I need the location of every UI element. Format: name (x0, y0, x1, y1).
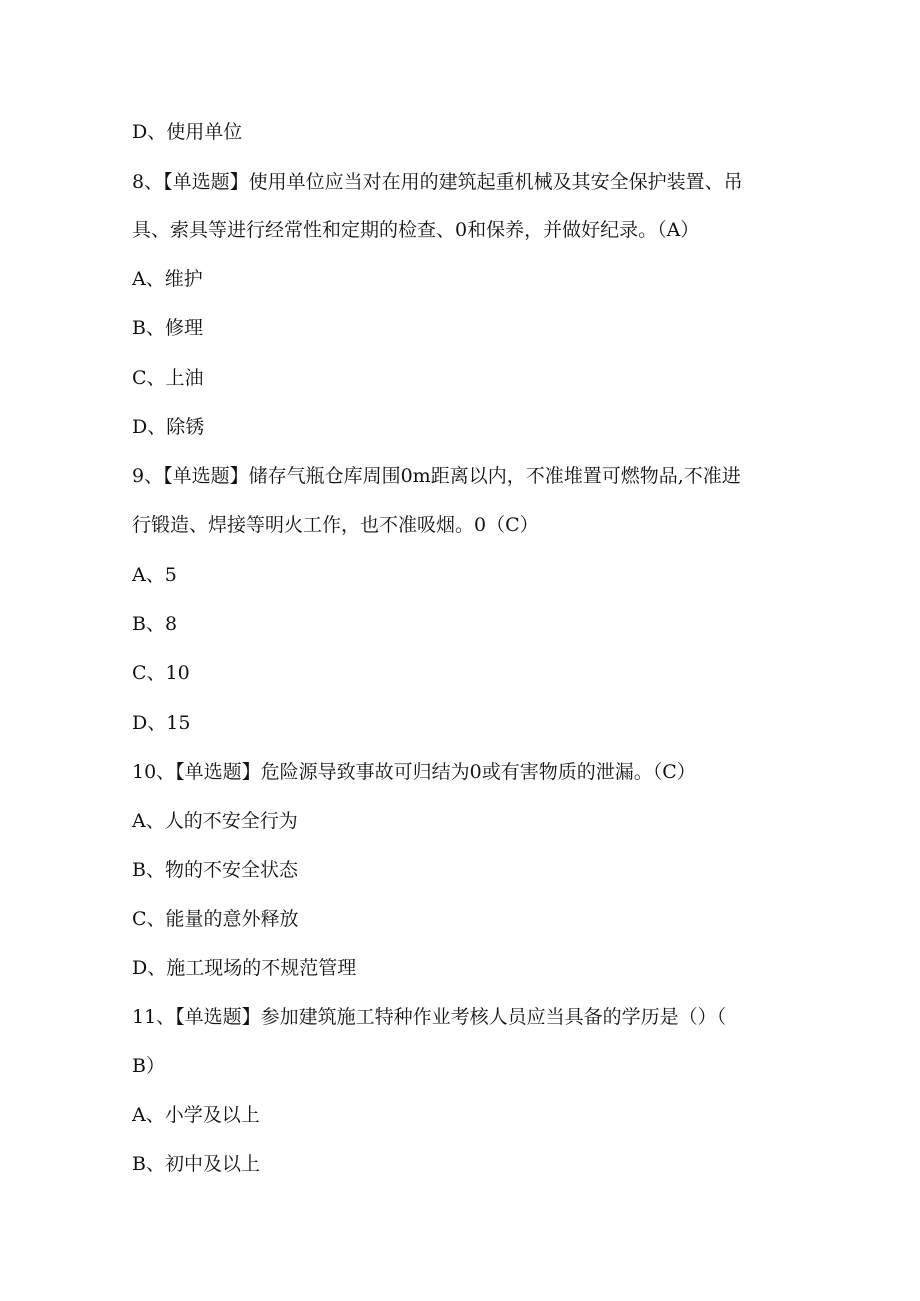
q10-question: 10、【单选题】危险源导致事故可归结为0或有害物质的泄漏。（C） (132, 761, 696, 783)
q8-option-a: A、维护 (132, 268, 203, 290)
q8-option-b: B、修理 (132, 317, 203, 339)
q8-question-line-2: 具、索具等进行经常性和定期的检查、0和保养，并做好纪录。（A） (132, 219, 700, 241)
q11-question-line-1: 11、【单选题】参加建筑施工特种作业考核人员应当具备的学历是（）（ (132, 1006, 727, 1028)
q9-option-d: D、15 (132, 712, 191, 734)
q11-option-a: A、小学及以上 (132, 1104, 260, 1126)
q8-option-d: D、除锈 (132, 416, 205, 438)
q10-option-a: A、人的不安全行为 (132, 810, 298, 832)
q9-option-b: B、8 (132, 613, 178, 635)
q9-question-line-2: 行锻造、焊接等明火工作，也不准吸烟。0（C） (132, 514, 539, 536)
q10-option-d: D、施工现场的不规范管理 (132, 957, 357, 979)
q8-option-c: C、上油 (132, 367, 204, 389)
q8-question-line-1: 8、【单选题】使用单位应当对在用的建筑起重机械及其安全保护装置、吊 (132, 171, 743, 193)
q11-question-line-2: B） (132, 1055, 165, 1077)
q9-option-a: A、5 (132, 564, 177, 586)
q10-option-b: B、物的不安全状态 (132, 859, 298, 881)
q9-question-line-1: 9、【单选题】储存气瓶仓库周围0m距离以内，不准堆置可燃物品,不准进 (132, 465, 741, 487)
q11-option-b: B、初中及以上 (132, 1153, 260, 1175)
q9-option-c: C、10 (132, 662, 190, 684)
q10-option-c: C、能量的意外释放 (132, 908, 299, 930)
q7-option-d: D、使用单位 (132, 121, 243, 143)
